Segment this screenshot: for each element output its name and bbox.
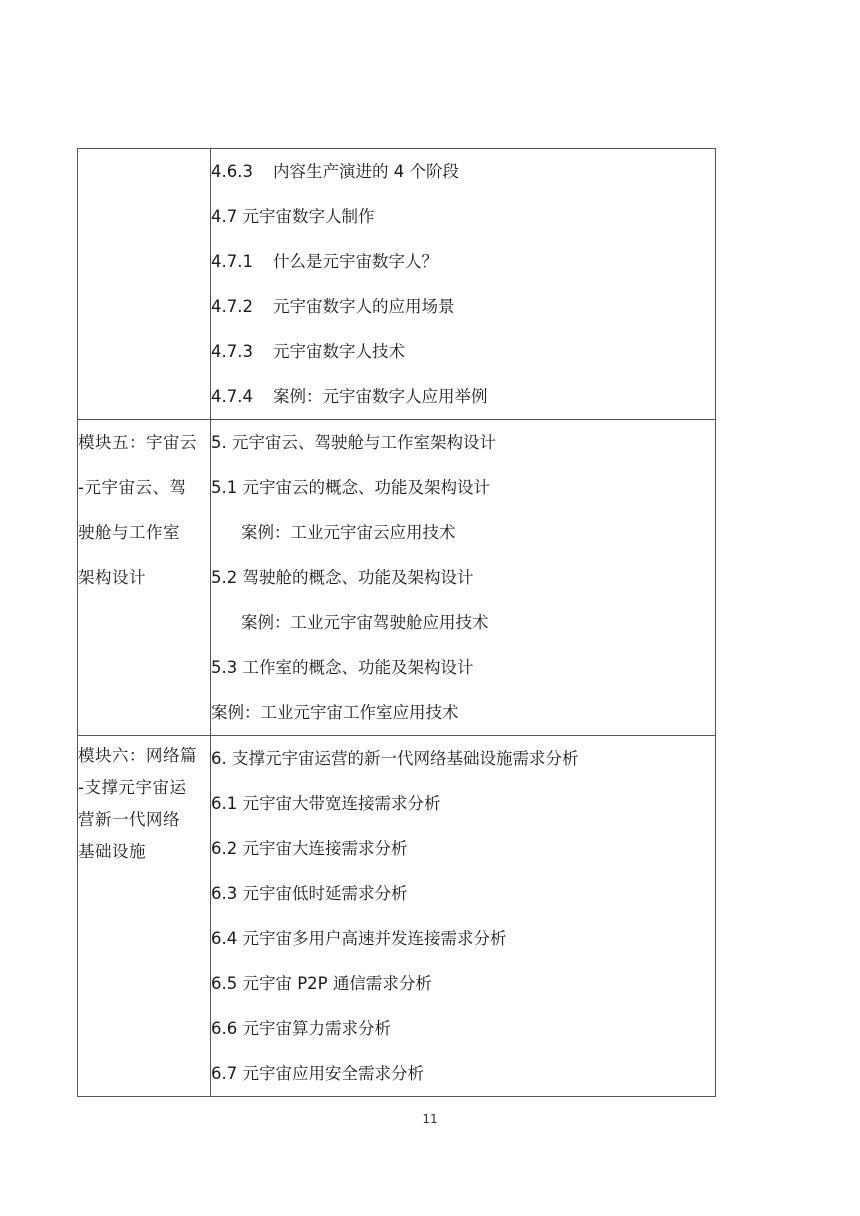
list-item: 6. 支撑元宇宙运营的新一代网络基础设施需求分析 <box>211 749 579 768</box>
list-item: 6.7 元宇宙应用安全需求分析 <box>211 1064 424 1083</box>
list-item: 6.2 元宇宙大连接需求分析 <box>211 839 408 858</box>
list-item: 4.6.3 内容生产演进的 4 个阶段 <box>211 162 459 181</box>
module-title-line: 模块五：宇宙云 <box>78 433 197 452</box>
list-item: 6.3 元宇宙低时延需求分析 <box>211 884 408 903</box>
table-row <box>78 420 716 736</box>
content-cell <box>211 149 716 420</box>
list-item: 6.4 元宇宙多用户高速并发连接需求分析 <box>211 929 507 948</box>
list-item: 6.6 元宇宙算力需求分析 <box>211 1019 391 1038</box>
content-cell <box>211 736 716 1097</box>
list-item: 案例：工业元宇宙工作室应用技术 <box>211 703 459 722</box>
module-title-cell <box>78 420 211 736</box>
module-title-line: 营新一代网络 <box>78 810 180 829</box>
list-item: 6.1 元宇宙大带宽连接需求分析 <box>211 794 441 813</box>
module-title-line: 模块六：网络篇 <box>78 746 197 765</box>
module-title-line: -元宇宙云、驾 <box>78 478 187 497</box>
module-title-line: 架构设计 <box>78 568 146 587</box>
module-title-line: -支撑元宇宙运 <box>78 778 187 797</box>
list-item: 案例：工业元宇宙驾驶舱应用技术 <box>241 613 489 632</box>
module-title-cell <box>78 736 211 1097</box>
list-item: 4.7.1 什么是元宇宙数字人？ <box>211 252 438 271</box>
list-item: 案例：工业元宇宙云应用技术 <box>241 523 456 542</box>
list-item: 5.1 元宇宙云的概念、功能及架构设计 <box>211 478 490 497</box>
list-item: 5.2 驾驶舱的概念、功能及架构设计 <box>211 568 474 587</box>
module-cell-empty <box>78 149 211 420</box>
list-item: 4.7.4 案例：元宇宙数字人应用举例 <box>211 387 488 406</box>
content-cell <box>211 420 716 736</box>
module-title-line: 基础设施 <box>78 842 146 861</box>
page-number: 11 <box>422 1112 438 1126</box>
list-item: 4.7.3 元宇宙数字人技术 <box>211 342 405 361</box>
list-item: 5.3 工作室的概念、功能及架构设计 <box>211 658 474 677</box>
list-item: 6.5 元宇宙 P2P 通信需求分析 <box>211 974 432 993</box>
table-row <box>78 149 716 420</box>
table-row <box>78 736 716 1097</box>
list-item: 5. 元宇宙云、驾驶舱与工作室架构设计 <box>211 433 496 452</box>
module-title-line: 驶舱与工作室 <box>78 523 180 542</box>
list-item: 4.7 元宇宙数字人制作 <box>211 207 375 226</box>
list-item: 4.7.2 元宇宙数字人的应用场景 <box>211 297 455 316</box>
syllabus-table <box>77 148 716 1097</box>
